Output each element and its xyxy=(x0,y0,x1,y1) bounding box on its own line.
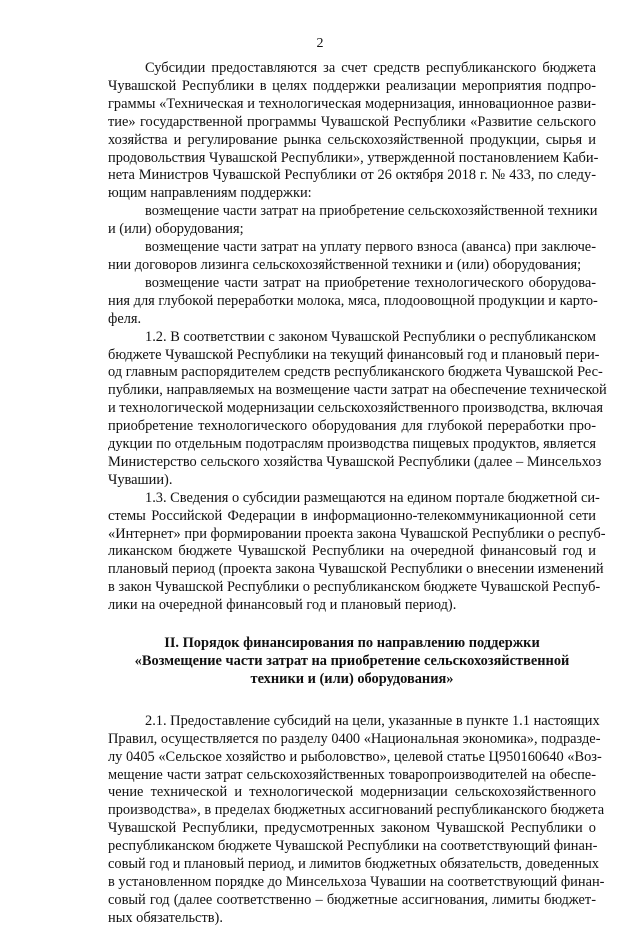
text-line: феля. xyxy=(108,310,142,327)
top-paragraphs xyxy=(108,60,607,615)
text-line: дукции по отдельным подотраслям производства пищевых продуктов, является xyxy=(108,436,596,453)
text-line: возмещение части затрат на уплату первого взноса (аванса) при заключе- xyxy=(145,239,596,256)
text-line: од главным распорядителем средств республиканского бюджета Чувашской Рес- xyxy=(108,364,603,381)
text-line: мещение части затрат сельскохозяйственных товаропроизводителей на обеспе- xyxy=(108,766,596,783)
text-line: совый год и плановый период, и лимитов бюджетных обязательств, доведенных xyxy=(108,856,599,873)
text-line: 1.3. Сведения о субсидии размещаются на едином портале бюджетной си- xyxy=(145,489,600,506)
paragraph xyxy=(108,60,599,203)
text-line: граммы «Техническая и технологическая модернизация, инновационное разви- xyxy=(108,95,596,112)
text-line: ных обязательств). xyxy=(108,909,223,926)
text-line: в установленном порядке до Минсельхоза Чувашии на соответствующий финан- xyxy=(108,873,605,890)
text-line: чение технической и технологической модернизации сельскохозяйственного xyxy=(108,784,596,801)
text-line: Правил, осуществляется по разделу 0400 «Национальная экономика», подразде- xyxy=(108,730,601,747)
text-line: и (или) оборудования; xyxy=(108,221,244,238)
text-line: нета Министров Чувашской Республики от 26 октября 2018 г. № 433, по следу- xyxy=(108,167,596,184)
text-line: плановый период (проекта закона Чувашской Республики о внесении изменений xyxy=(108,561,604,578)
text-line: Субсидии предоставляются за счет средств республиканского бюджета xyxy=(145,60,596,76)
paragraph xyxy=(108,239,596,275)
text-line: лики на очередной финансовый год и плановый период). xyxy=(108,597,457,614)
text-line: публики, направляемых на возмещение части затрат на обеспечение технической xyxy=(108,382,607,399)
text-line: ликанском бюджете Чувашской Республики на очередной финансовый год и xyxy=(108,543,596,560)
paragraph xyxy=(108,203,596,239)
page-number: 2 xyxy=(316,36,324,51)
text-line: стемы Российской Федерации в информационно-телекоммуникационной сети xyxy=(108,507,596,524)
text-line: «Интернет» при формировании проекта закона Чувашской Республики о респуб- xyxy=(108,525,606,542)
text-line: производства», в пределах бюджетных ассигнований республиканского бюджета xyxy=(108,802,605,819)
paragraph xyxy=(108,489,606,615)
text-line: хозяйства и регулирование рынка сельскохозяйственной продукции, сырья и xyxy=(108,131,596,148)
text-line: возмещение части затрат на приобретение сельскохозяйственной техники xyxy=(145,203,598,220)
document-body xyxy=(108,60,607,928)
section-heading-line: техники и (или) оборудования» xyxy=(250,670,454,687)
text-line: Чувашии). xyxy=(108,471,173,488)
text-line: республиканском бюджете Чувашской Республики на соответствующий финан- xyxy=(108,838,598,855)
paragraph xyxy=(108,275,596,329)
text-line: нии договоров лизинга сельскохозяйственной техники и (или) оборудования; xyxy=(108,256,582,273)
text-line: Чувашской Республики в целях поддержки реализации мероприятия подпро- xyxy=(108,77,596,94)
paragraph xyxy=(108,712,605,928)
section-heading-line: «Возмещение части затрат на приобретение сельскохозяйственной xyxy=(134,653,570,669)
paragraph xyxy=(108,328,607,490)
text-line: и технологической модернизации сельскохозяйственного производства, включая xyxy=(108,400,604,417)
text-line: Чувашской Республики, предусмотренных законом Чувашской Республики о xyxy=(108,820,596,837)
text-line: возмещение части затрат на приобретение технологического оборудова- xyxy=(145,274,596,291)
text-line: приобретение технологического оборудования для глубокой переработки про- xyxy=(108,418,596,435)
text-line: совый год (далее соответственно – бюджетные ассигнования, лимиты бюджет- xyxy=(108,891,596,908)
text-line: 2.1. Предоставление субсидий на цели, указанные в пункте 1.1 настоящих xyxy=(145,712,600,729)
bottom-paragraphs xyxy=(108,712,605,928)
text-line: ния для глубокой переработки молока, мяса, плодоовощной продукции и карто- xyxy=(108,292,598,309)
text-line: тие» государственной программы Чувашской Республики «Развитие сельского xyxy=(108,113,596,130)
section-heading xyxy=(108,635,596,689)
text-line: бюджете Чувашской Республики на текущий финансовый год и плановый пери- xyxy=(108,346,600,363)
section-heading-line: II. Порядок финансирования по направлению поддержки xyxy=(164,635,540,652)
text-line: в закон Чувашской Республики о республиканском бюджете Чувашской Респуб- xyxy=(108,579,601,596)
text-line: Министерство сельского хозяйства Чувашской Республики (далее – Минсельхоз xyxy=(108,453,602,470)
text-line: продовольствия Чувашской Республики», утвержденной постановлением Каби- xyxy=(108,149,599,166)
text-line: ющим направлениям поддержки: xyxy=(108,185,312,202)
text-line: лу 0405 «Сельское хозяйство и рыболовство», целевой статье Ц950160640 «Воз- xyxy=(108,748,602,765)
text-line: 1.2. В соответствии с законом Чувашской Республики о республиканском xyxy=(145,328,596,345)
